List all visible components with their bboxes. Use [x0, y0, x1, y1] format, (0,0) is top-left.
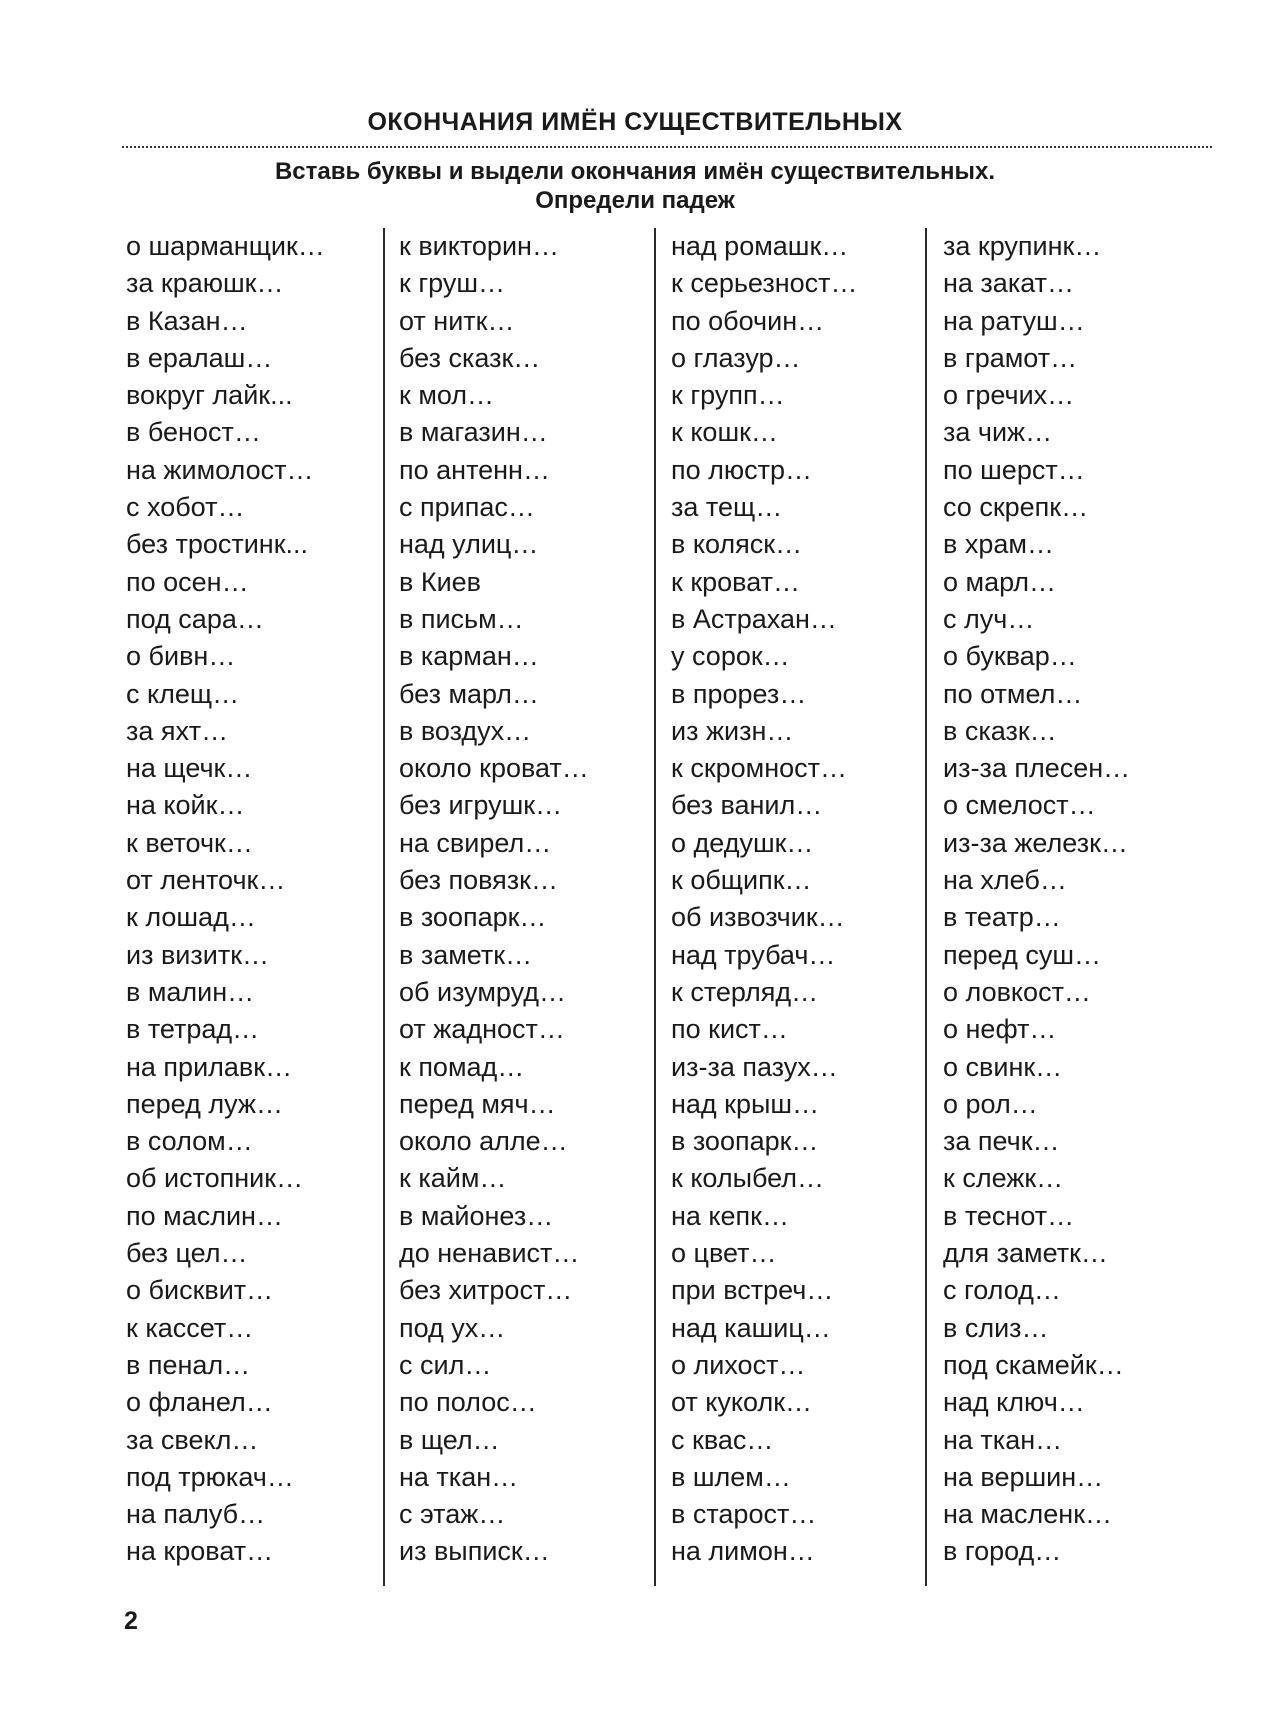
exercise-phrase: об изумруд… — [399, 976, 566, 1007]
exercise-phrase: из-за железк… — [943, 827, 1128, 858]
exercise-phrase: в пенал… — [126, 1349, 251, 1380]
exercise-phrase: в шлем… — [671, 1461, 791, 1492]
exercise-phrase: на палуб… — [126, 1499, 266, 1530]
exercise-phrase: к викторин… — [399, 231, 559, 261]
exercise-phrase: на койк… — [126, 790, 245, 821]
exercise-phrase: о лихост… — [671, 1349, 806, 1380]
exercise-phrase: над крыш… — [671, 1088, 820, 1119]
exercise-phrase: по осен… — [126, 566, 249, 597]
exercise-phrase: о марл… — [943, 566, 1056, 597]
exercise-phrase: на жимолост… — [126, 454, 314, 485]
exercise-phrase: в магазин… — [399, 417, 548, 448]
exercise-phrase: в зоопарк… — [671, 1126, 819, 1157]
exercise-phrase: над улиц… — [399, 529, 539, 560]
instruction — [0, 157, 1270, 215]
exercise-phrase: о гречих… — [943, 380, 1075, 411]
exercise-phrase: без марл… — [399, 678, 539, 709]
exercise-phrase: к лошад… — [126, 902, 256, 933]
exercise-phrase: в город… — [943, 1536, 1062, 1567]
exercise-phrase: перед мяч… — [399, 1088, 556, 1119]
exercise-phrase: над трубач… — [671, 939, 836, 970]
exercise-phrase: в Астрахан… — [671, 603, 837, 634]
exercise-phrase: в театр… — [943, 902, 1061, 933]
exercise-phrase: о фланел… — [126, 1387, 273, 1418]
exercise-phrase: над ромашк… — [671, 231, 849, 261]
exercise-phrase: без сказк… — [399, 342, 541, 373]
exercise-phrase: к колыбел… — [671, 1163, 825, 1194]
exercise-phrase: о шарманщик… — [126, 231, 325, 261]
exercise-phrase: к групп… — [671, 380, 785, 411]
exercise-phrase: с луч… — [943, 603, 1035, 634]
exercise-phrase: с сил… — [399, 1349, 492, 1380]
exercise-phrase: с клещ… — [126, 678, 240, 709]
exercise-phrase: по шерст… — [943, 454, 1085, 485]
exercise-phrase: на кроват… — [126, 1536, 274, 1567]
exercise-phrase: в майонез… — [399, 1200, 554, 1231]
word-column-3 — [671, 228, 858, 1571]
exercise-columns — [0, 228, 1270, 1588]
column-divider — [654, 228, 656, 1586]
exercise-phrase: к кроват… — [671, 566, 800, 597]
exercise-phrase: о бивн… — [126, 641, 236, 672]
exercise-phrase: к кайм… — [399, 1163, 507, 1194]
exercise-phrase: в ералаш… — [126, 342, 273, 373]
exercise-phrase: на хлеб… — [943, 865, 1067, 896]
exercise-phrase: к кошк… — [671, 417, 778, 448]
exercise-phrase: к слежк… — [943, 1163, 1064, 1194]
exercise-phrase: в теснот… — [943, 1200, 1075, 1231]
exercise-phrase: с хобот… — [126, 492, 245, 523]
exercise-phrase: за яхт… — [126, 715, 229, 746]
exercise-phrase: в малин… — [126, 976, 255, 1007]
exercise-phrase: в щел… — [399, 1424, 500, 1455]
exercise-phrase: от жадност… — [399, 1014, 565, 1045]
exercise-phrase: для заметк… — [943, 1238, 1108, 1269]
exercise-phrase: к мол… — [399, 380, 495, 411]
exercise-phrase: со скрепк… — [943, 492, 1089, 523]
exercise-phrase: о ловкост… — [943, 976, 1091, 1007]
exercise-phrase: около кроват… — [399, 753, 589, 784]
exercise-phrase: в заметк… — [399, 939, 533, 970]
exercise-phrase: по антенн… — [399, 454, 550, 485]
exercise-phrase: без повязк… — [399, 865, 558, 896]
exercise-phrase: к груш… — [399, 268, 506, 299]
exercise-phrase: с припас… — [399, 492, 535, 523]
column-divider — [925, 228, 927, 1586]
exercise-phrase: о нефт… — [943, 1014, 1057, 1045]
exercise-phrase: на лимон… — [671, 1536, 815, 1567]
exercise-phrase: без ванил… — [671, 790, 823, 821]
exercise-phrase: в воздух… — [399, 715, 532, 746]
exercise-phrase: при встреч… — [671, 1275, 834, 1306]
word-column-4 — [943, 228, 1130, 1571]
exercise-phrase: над кашиц… — [671, 1312, 831, 1343]
exercise-phrase: на ткан… — [399, 1461, 519, 1492]
exercise-phrase: о буквар… — [943, 641, 1077, 672]
exercise-phrase: по маслин… — [126, 1200, 283, 1231]
exercise-phrase: за чиж… — [943, 417, 1053, 448]
exercise-phrase: по кист… — [671, 1014, 788, 1045]
exercise-phrase: в сказк… — [943, 715, 1057, 746]
exercise-phrase: вокруг лайк... — [126, 380, 293, 411]
exercise-phrase: в карман… — [399, 641, 539, 672]
exercise-phrase: в храм… — [943, 529, 1054, 560]
exercise-phrase: о цвет… — [671, 1238, 777, 1269]
exercise-phrase: к серьезност… — [671, 268, 858, 299]
exercise-phrase: на свирел… — [399, 827, 552, 858]
exercise-phrase: за печк… — [943, 1126, 1060, 1157]
page-number: 2 — [124, 1607, 138, 1635]
exercise-phrase: за краюшк… — [126, 268, 284, 299]
exercise-phrase: по обочин… — [671, 305, 825, 336]
exercise-phrase: на прилавк… — [126, 1051, 293, 1082]
exercise-phrase: под сара… — [126, 603, 264, 634]
exercise-phrase: в коляск… — [671, 529, 803, 560]
exercise-phrase: о рол… — [943, 1088, 1038, 1119]
exercise-phrase: под трюкач… — [126, 1461, 294, 1492]
exercise-phrase: о свинк… — [943, 1051, 1063, 1082]
exercise-phrase: за тещ… — [671, 492, 783, 523]
exercise-phrase: перед луж… — [126, 1088, 283, 1119]
exercise-phrase: к общипк… — [671, 865, 812, 896]
exercise-phrase: под ух… — [399, 1312, 506, 1343]
exercise-phrase: перед суш… — [943, 939, 1101, 970]
instruction-line-1: Вставь буквы и выдели окончания имён существительных. — [274, 158, 996, 185]
exercise-phrase: с голод… — [943, 1275, 1061, 1306]
exercise-phrase: на ткан… — [943, 1424, 1063, 1455]
exercise-phrase: в Киев — [399, 566, 482, 597]
exercise-phrase: из-за плесен… — [943, 753, 1131, 784]
exercise-phrase: от куколк… — [671, 1387, 813, 1418]
exercise-phrase: по полос… — [399, 1387, 537, 1418]
exercise-phrase: над ключ… — [943, 1387, 1085, 1418]
exercise-phrase: около алле… — [399, 1126, 568, 1157]
exercise-phrase: с этаж… — [399, 1499, 506, 1530]
word-column-2 — [399, 228, 589, 1571]
word-column-1 — [126, 228, 325, 1571]
instruction-line-2: Определи падеж — [535, 187, 735, 214]
exercise-phrase: у сорок… — [671, 641, 790, 672]
exercise-phrase: в старост… — [671, 1499, 817, 1530]
exercise-phrase: на закат… — [943, 268, 1075, 299]
exercise-phrase: о смелост… — [943, 790, 1096, 821]
exercise-phrase: без тростинк... — [126, 529, 309, 560]
exercise-phrase: на ратуш… — [943, 305, 1085, 336]
exercise-phrase: до ненавист… — [399, 1238, 580, 1269]
exercise-phrase: о дедушк… — [671, 827, 814, 858]
exercise-phrase: в солом… — [126, 1126, 253, 1157]
exercise-phrase: в слиз… — [943, 1312, 1049, 1343]
exercise-phrase: в тетрад… — [126, 1014, 260, 1045]
exercise-phrase: с квас… — [671, 1424, 774, 1455]
exercise-phrase: в грамот… — [943, 342, 1078, 373]
exercise-phrase: из жизн… — [671, 715, 794, 746]
exercise-phrase: о глазур… — [671, 342, 801, 373]
exercise-phrase: к помад… — [399, 1051, 525, 1082]
exercise-phrase: на щечк… — [126, 753, 253, 784]
exercise-phrase: из-за пазух… — [671, 1051, 838, 1082]
exercise-phrase: об извозчик… — [671, 902, 845, 933]
exercise-phrase: к веточк… — [126, 827, 253, 858]
exercise-phrase: за свекл… — [126, 1424, 259, 1455]
exercise-phrase: о бисквит… — [126, 1275, 274, 1306]
exercise-phrase: к стерляд… — [671, 976, 819, 1007]
exercise-phrase: без цел… — [126, 1238, 248, 1269]
exercise-phrase: по отмел… — [943, 678, 1083, 709]
exercise-phrase: в беност… — [126, 417, 261, 448]
exercise-phrase: из визитк… — [126, 939, 270, 970]
exercise-phrase: без хитрост… — [399, 1275, 573, 1306]
column-divider — [383, 228, 385, 1586]
exercise-phrase: от ленточк… — [126, 865, 286, 896]
exercise-phrase: в письм… — [399, 603, 524, 634]
exercise-phrase: без игрушк… — [399, 790, 563, 821]
exercise-phrase: из выписк… — [399, 1536, 550, 1567]
exercise-phrase: по люстр… — [671, 454, 813, 485]
exercise-phrase: на вершин… — [943, 1461, 1104, 1492]
exercise-phrase: в зоопарк… — [399, 902, 547, 933]
exercise-phrase: к скромност… — [671, 753, 848, 784]
exercise-phrase: под скамейк… — [943, 1349, 1124, 1380]
exercise-phrase: на кепк… — [671, 1200, 789, 1231]
dotted-divider — [122, 146, 1212, 148]
exercise-phrase: от нитк… — [399, 305, 515, 336]
exercise-phrase: об истопник… — [126, 1163, 304, 1194]
exercise-phrase: в прорез… — [671, 678, 807, 709]
exercise-phrase: в Казан… — [126, 305, 248, 336]
exercise-phrase: на масленк… — [943, 1499, 1113, 1530]
exercise-phrase: к кассет… — [126, 1312, 254, 1343]
page-title: ОКОНЧАНИЯ ИМЁН СУЩЕСТВИТЕЛЬНЫХ — [367, 108, 903, 136]
exercise-phrase: за крупинк… — [943, 231, 1102, 261]
